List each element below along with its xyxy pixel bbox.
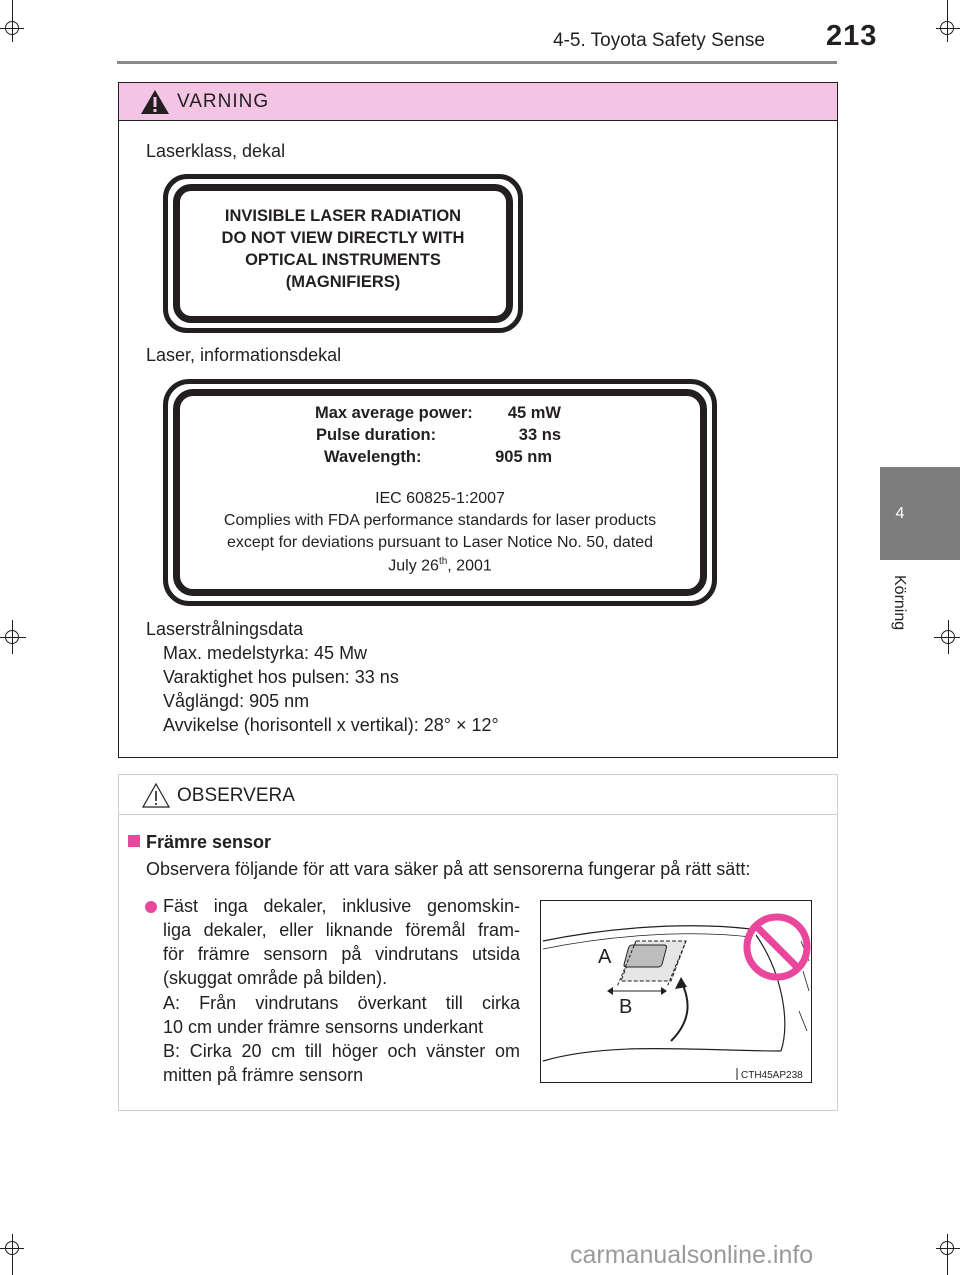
sensor-figure bbox=[540, 900, 812, 1083]
bullet-line: liga dekaler, eller liknande föremål fram- bbox=[163, 920, 520, 940]
radiation-item: Våglängd: 905 nm bbox=[163, 691, 310, 711]
compliance-line: except for deviations pursuant to Laser Notice No. 50, dated bbox=[226, 534, 654, 551]
header-rule bbox=[117, 61, 837, 64]
watermark: carmanualsonline.info bbox=[570, 1241, 814, 1269]
radiation-item: Max. medelstyrka: 45 Mw bbox=[163, 643, 368, 663]
bullet-line: mitten på främre sensorn bbox=[163, 1065, 364, 1085]
notice-intro: Observera följande för att vara säker på att sensorerna fungerar på rätt sätt: bbox=[146, 859, 751, 879]
spec-name: Pulse duration: bbox=[316, 426, 437, 444]
bullet-line: Fäst inga dekaler, inklusive genomskin- bbox=[163, 896, 520, 916]
figure-label-a: A bbox=[598, 946, 612, 968]
warning-box bbox=[118, 82, 838, 758]
section-title: 4-5. Toyota Safety Sense bbox=[553, 30, 765, 51]
compliance-line: Complies with FDA performance standards for laser products bbox=[223, 512, 657, 529]
notice-box bbox=[118, 774, 838, 1111]
notice-title: OBSERVERA bbox=[177, 785, 295, 806]
page-number: 213 bbox=[826, 20, 878, 52]
laser-info-label bbox=[163, 379, 717, 606]
warning-triangle-icon bbox=[139, 88, 171, 116]
round-bullet-icon bbox=[145, 901, 157, 913]
spec-name: Wavelength: bbox=[324, 448, 422, 466]
subsection-title: Främre sensor bbox=[146, 832, 272, 852]
radiation-item: Varaktighet hos pulsen: 33 ns bbox=[163, 667, 399, 687]
chapter-label-text: Körning bbox=[891, 575, 908, 631]
notice-triangle-icon bbox=[141, 782, 171, 809]
date-line bbox=[180, 556, 700, 575]
laser-class-heading: Laserklass, dekal bbox=[146, 141, 286, 161]
laser-info-label-inner bbox=[173, 389, 707, 596]
standard-line: IEC 60825-1:2007 bbox=[375, 490, 505, 507]
info-heading: Laser, informationsdekal bbox=[146, 345, 342, 365]
date-prefix: July 26 bbox=[388, 557, 439, 575]
spec-value: 45 mW bbox=[507, 404, 561, 422]
square-bullet-icon bbox=[128, 835, 140, 847]
notice-header bbox=[119, 775, 837, 815]
spec-value: 905 nm bbox=[495, 448, 552, 466]
bullet-line: (skuggat område på bilden). bbox=[163, 968, 388, 988]
chapter-label bbox=[882, 575, 922, 655]
spec-value: 33 ns bbox=[518, 426, 561, 444]
laser-class-label-inner bbox=[173, 184, 513, 323]
laser-class-line: (MAGNIFIERS) bbox=[285, 273, 401, 291]
bullet-line: 10 cm under främre sensorns underkant bbox=[163, 1017, 484, 1037]
figure-label-b: B bbox=[619, 996, 633, 1018]
warning-title: VARNING bbox=[177, 91, 270, 112]
chapter-number: 4 bbox=[895, 505, 905, 522]
laser-class-label bbox=[163, 174, 523, 333]
radiation-heading: Laserstrålningsdata bbox=[146, 619, 304, 639]
radiation-item: Avvikelse (horisontell x vertikal): 28° × 12° bbox=[163, 715, 499, 735]
date-suffix: , 2001 bbox=[447, 557, 492, 575]
warning-header bbox=[119, 83, 837, 121]
windshield-illustration bbox=[541, 901, 811, 1082]
bullet-line: för främre sensorn på vindrutans utsida bbox=[163, 944, 520, 964]
laser-class-line: DO NOT VIEW DIRECTLY WITH bbox=[221, 229, 465, 247]
bullet-line: B: Cirka 20 cm till höger och vänster om bbox=[163, 1041, 520, 1061]
spec-name: Max average power: bbox=[315, 404, 473, 422]
date-sup: th bbox=[438, 556, 448, 567]
figure-code: CTH45AP238 bbox=[741, 1070, 803, 1081]
laser-class-line: INVISIBLE LASER RADIATION bbox=[224, 207, 462, 225]
bullet-line: A: Från vindrutans överkant till cirka bbox=[163, 993, 520, 1013]
laser-class-line: OPTICAL INSTRUMENTS bbox=[245, 251, 441, 269]
